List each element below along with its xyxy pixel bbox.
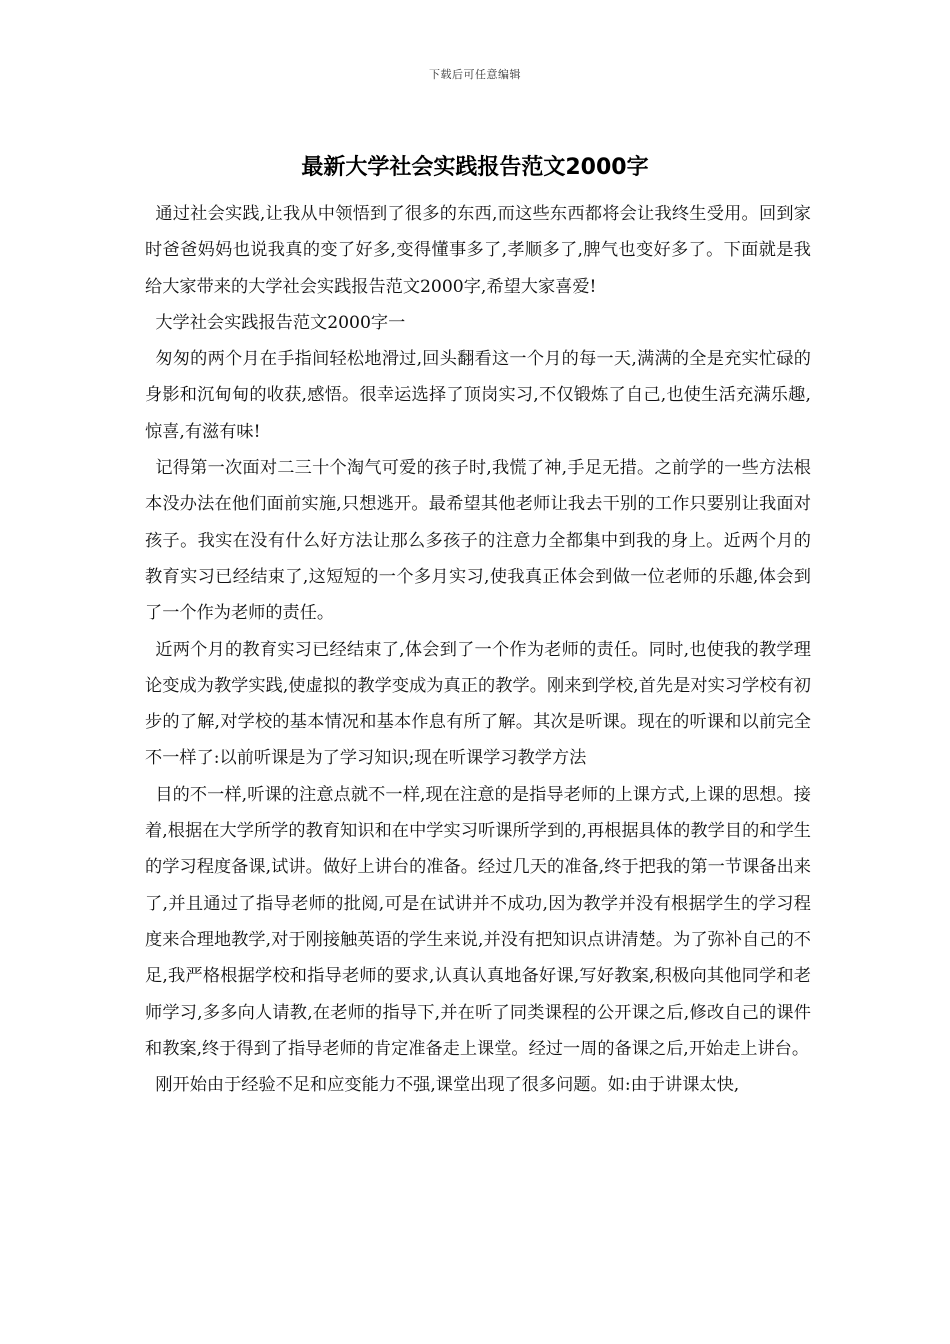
- paragraph: 刚开始由于经验不足和应变能力不强,课堂出现了很多问题。如:由于讲课太快,: [155, 1075, 740, 1096]
- paragraph: 目的不一样,听课的注意点就不一样,现在注意的是指导老师的上课方式,上课的思想。接着,根据在大学所学的教育知识和在中学实习听课所学到的,再根据具体的教学目的和学生的学习程度备课,试讲。做好上讲台的准备。经过几天的准备,终于把我的第一节课备出来了,并且通过了指导老师的批阅,可是在试讲并不成功,因为教学并没有根据学生的学习程度来合理地教学,对于刚接触英语的学生来说,并没有把知识点讲清楚。为了弥补自己的不足,我严格根据学校和指导老师的要求,认真认真地备好课,写好教案,积极向其他同学和老师学习,多多向人请教,在老师的指导下,并在听了同类课程的公开课之后,修改自己的课件和教案,终于得到了指导老师的肯定准备走上课堂。经过一周的备课之后,开始走上讲台。: [145, 784, 811, 1059]
- paragraph: 近两个月的教育实习已经结束了,体会到了一个作为老师的责任。同时,也使我的教学理论变成为教学实践,使虚拟的教学变成为真正的教学。刚来到学校,首先是对实习学校有初步的了解,对学校的基本情况和基本作息有所了解。其次是听课。现在的听课和以前完全不一样了:以前听课是为了学习知识;现在听课学习教学方法: [145, 639, 811, 769]
- paragraph-intro: 通过社会实践,让我从中领悟到了很多的东西,而这些东西都将会让我终生受用。回到家时爸爸妈妈也说我真的变了好多,变得懂事多了,孝顺多了,脾气也变好多了。下面就是我给大家带来的大学社会实践报告范文2000字,希望大家喜爱!: [145, 204, 811, 297]
- document-title: 最新大学社会实践报告范文2000字: [301, 155, 649, 180]
- header-note: 下载后可任意编辑: [429, 68, 521, 81]
- paragraph: 记得第一次面对二三十个淘气可爱的孩子时,我慌了神,手足无措。之前学的一些方法根本没办法在他们面前实施,只想逃开。最希望其他老师让我去干别的工作只要别让我面对孩子。我实在没有什么好方法让那么多孩子的注意力全都集中到我的身上。近两个月的教育实习已经结束了,这短短的一个多月实习,使我真正体会到做一位老师的乐趣,体会到了一个作为老师的责任。: [145, 458, 811, 624]
- paragraph: 匆匆的两个月在手指间轻松地滑过,回头翻看这一个月的每一天,满满的全是充实忙碌的身影和沉甸甸的收获,感悟。很幸运选择了顶岗实习,不仅锻炼了自己,也使生活充满乐趣,惊喜,有滋有味!: [145, 349, 811, 442]
- section-heading: 大学社会实践报告范文2000字一: [155, 312, 406, 333]
- document-body: [145, 196, 811, 1103]
